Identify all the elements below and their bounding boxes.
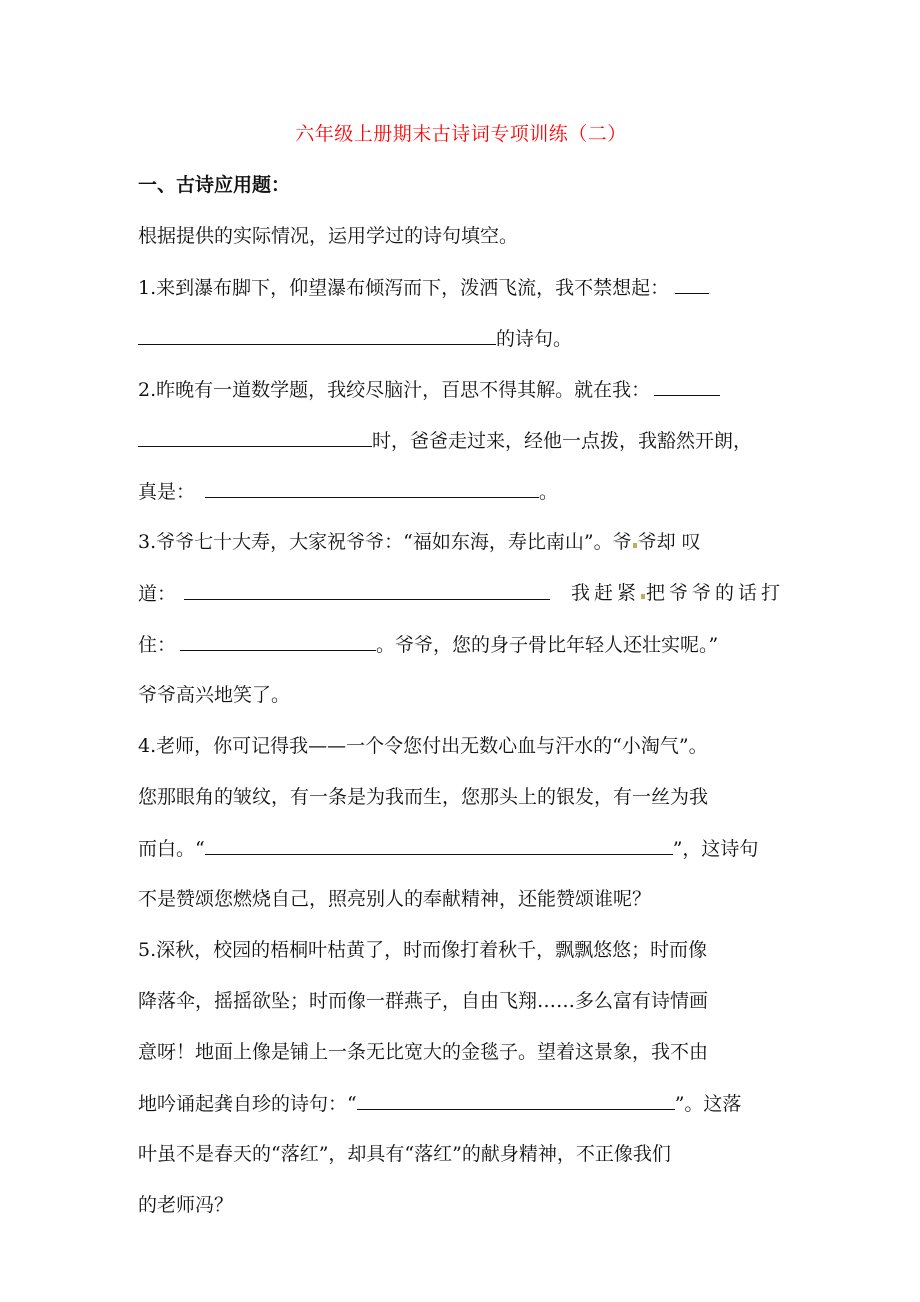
question-3-line-3: 住： 。爷爷，您的身子骨比年轻人还壮实呢。” (138, 630, 784, 659)
answer-blank[interactable] (357, 1089, 675, 1110)
question-5-line-5: 叶虽不是春天的“落红”，却具有“落红”的献身精神，不正像我们 (138, 1143, 671, 1165)
answer-blank[interactable] (675, 273, 709, 294)
edit-mark (641, 594, 645, 599)
question-number: 4. (138, 735, 157, 757)
instruction-text: 根据提供的实际情况，运用学过的诗句填空。 (138, 225, 519, 247)
question-5-line-4: 地吟诵起龚自珍的诗句：“ ”。这落 (138, 1089, 784, 1118)
question-5-line-2: 降落伞，摇摇欲坠；时而像一群燕子，自由飞翔……多么富有诗情画 (138, 990, 709, 1012)
edit-mark (633, 543, 637, 548)
question-5-line-6: 的老师冯？ (138, 1194, 234, 1216)
answer-blank[interactable] (205, 834, 673, 855)
question-number: 1. (138, 277, 157, 299)
question-2-line-3: 真是： 。 (138, 477, 784, 506)
question-1-line-2: 的诗句。 (138, 324, 784, 353)
answer-blank[interactable] (654, 375, 720, 396)
question-number: 5. (138, 939, 157, 961)
answer-blank[interactable] (138, 324, 496, 345)
section-heading: 一、古诗应用题： (138, 174, 291, 196)
answer-blank[interactable] (184, 579, 550, 600)
question-number: 2. (138, 379, 157, 401)
question-3-line-1: 3.爷爷七十大寿，大家祝爷爷：“福如东海，寿比南山”。爷 爷却 叹 (138, 531, 701, 553)
document-title: 六年级上册期末古诗词专项训练（二） (295, 123, 627, 145)
question-1-line-1: 1.来到瀑布脚下，仰望瀑布倾泻而下，泼洒飞流，我不禁想起： (138, 273, 784, 302)
answer-blank[interactable] (180, 630, 376, 651)
question-3-line-4: 爷爷高兴地笑了。 (138, 684, 291, 706)
question-2-line-2: 时，爸爸走过来，经他一点拨，我豁然开朗， (138, 426, 784, 455)
question-4-line-3: 而白。“ ”，这诗句 (138, 834, 784, 863)
question-4-line-4: 不是赞颂您燃烧自己，照亮别人的奉献精神，还能赞颂谁呢？ (138, 888, 652, 910)
question-3-line-2: 道： 我赶紧 把爷爷的话打 (138, 579, 784, 608)
answer-blank[interactable] (205, 477, 539, 498)
question-number: 3. (138, 531, 157, 553)
question-4-line-2: 您那眼角的皱纹，有一条是为我而生，您那头上的银发，有一丝为我 (138, 786, 709, 808)
question-4-line-1: 4.老师，你可记得我——一个令您付出无数心血与汗水的“小淘气”。 (138, 735, 708, 757)
question-2-line-1: 2.昨晚有一道数学题，我绞尽脑汁，百思不得其解。就在我： (138, 375, 784, 404)
question-5-line-3: 意呀！地面上像是铺上一条无比宽大的金毯子。望着这景象，我不由 (138, 1041, 709, 1063)
answer-blank[interactable] (138, 426, 372, 447)
question-5-line-1: 5.深秋，校园的梧桐叶枯黄了，时而像打着秋千，飘飘悠悠；时而像 (138, 939, 708, 961)
